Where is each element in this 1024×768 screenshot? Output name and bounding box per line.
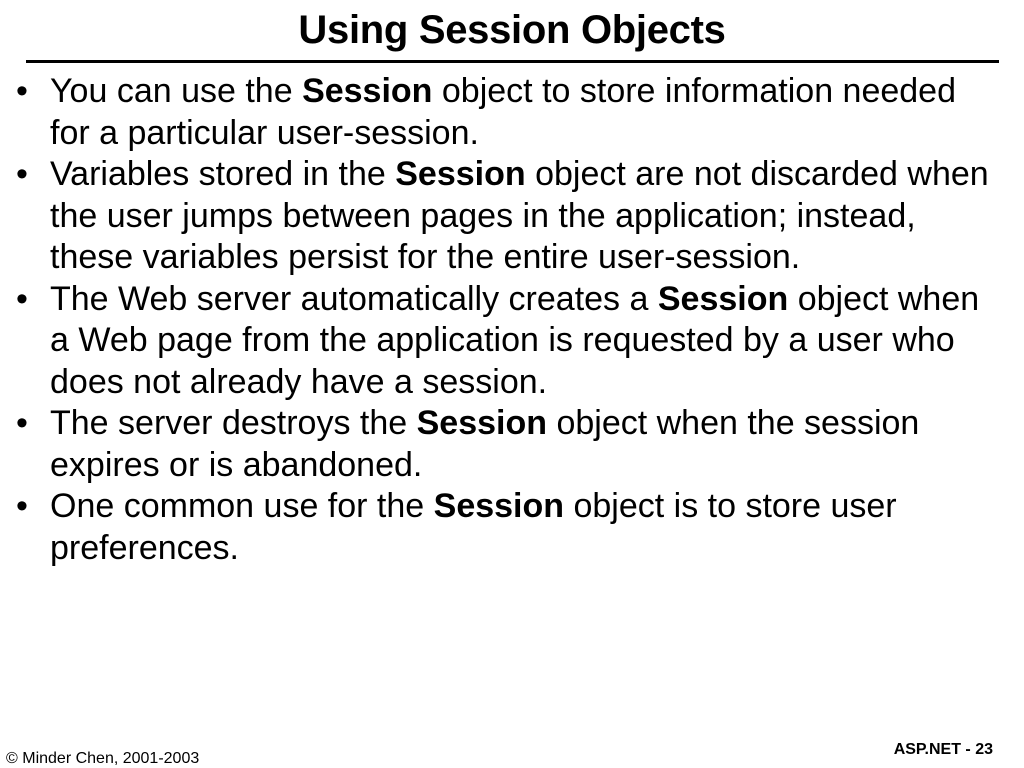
keyword-session: Session — [657, 279, 789, 318]
slide-title: Using Session Objects — [298, 8, 726, 52]
keyword-session: Session — [395, 155, 526, 193]
keyword-session: Session — [416, 404, 547, 442]
keyword-session: Session — [302, 72, 433, 110]
bullet-item: • Variables stored in the Session object are not discarded when the user jumps between pages in the application; instead, these variables persist for the entire user-session. — [16, 155, 989, 276]
bullet-list — [0, 71, 1024, 569]
page-number-label: ASP.NET - 23 — [893, 741, 993, 758]
keyword-session: Session — [433, 487, 565, 525]
bullet-item: • The Web server automatically creates a Session object when a Web page from the application is requested by a user who does not already have a session. — [16, 279, 980, 401]
bullet-dot: • — [16, 72, 28, 110]
bullet-item: • The server destroys the Session object when the session expires or is abandoned. — [16, 404, 920, 484]
copyright-footer: © Minder Chen, 2001-2003 — [6, 750, 200, 767]
bullet-dot: • — [16, 155, 28, 193]
bullet-dot: • — [16, 487, 28, 525]
bullet-item: • You can use the Session object to store information needed for a particular user-session. — [16, 72, 956, 152]
bullet-item: • One common use for the Session object is to store user preferences. — [16, 487, 897, 567]
bullet-dot: • — [16, 404, 28, 442]
title-rule — [26, 60, 999, 63]
bullet-dot: • — [16, 279, 28, 318]
